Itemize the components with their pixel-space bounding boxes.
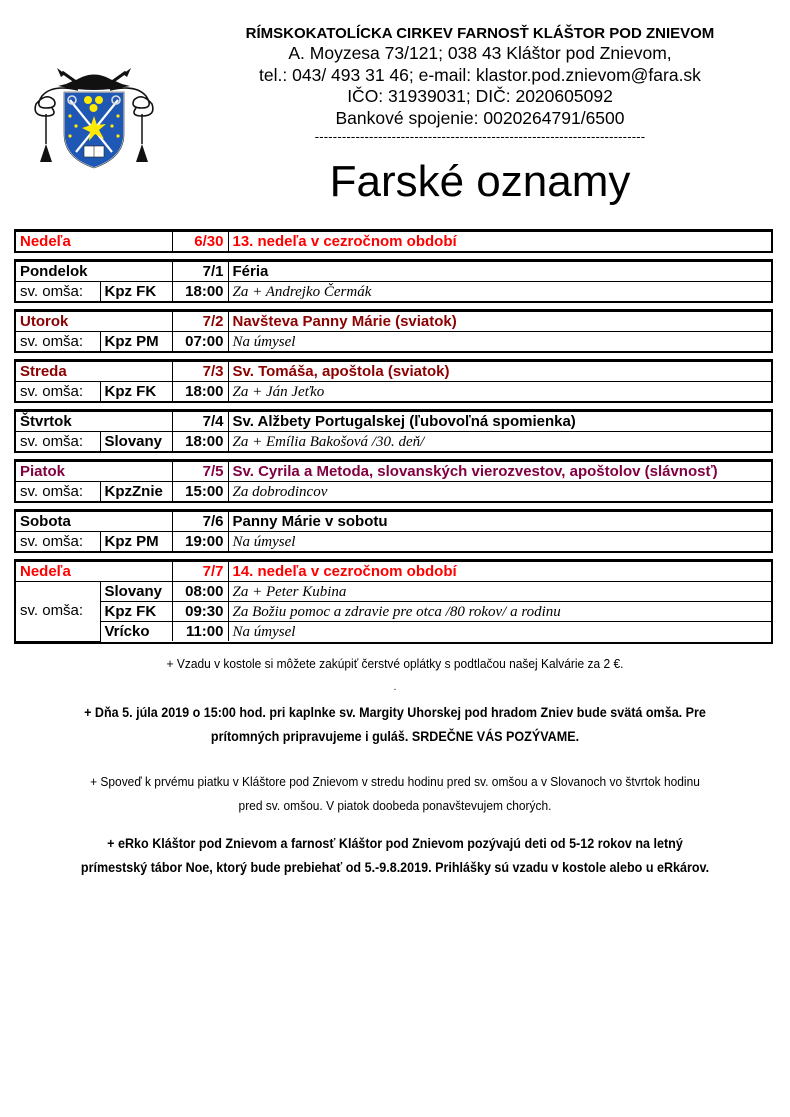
day-date: 6/30 [172, 232, 228, 252]
note-oplatky: + Vzadu v kostole si môžete zakúpiť čerstvé oplátky s podtlačou našej Kalvárie za 2 €. [166, 656, 624, 671]
address: A. Moyzesa 73/121; 038 43 Kláštor pod Znievom, [288, 43, 672, 63]
mass-place: Slovany [100, 432, 172, 452]
day-date: 7/2 [172, 312, 228, 332]
mass-time: 15:00 [172, 482, 228, 502]
mass-label: sv. omša: [16, 432, 100, 452]
note-line: prímestský tábor Noe, ktorý bude prebiehať od 5.-9.8.2019. Prihlášky sú vzadu v kostole alebo u eRkárov. [80, 860, 710, 875]
liturgical-day: Sv. Alžbety Portugalskej (ľubovoľná spomienka) [228, 412, 771, 432]
mass-row [16, 482, 771, 502]
note-mass-chapel [37, 701, 753, 749]
mass-time: 09:30 [172, 602, 228, 622]
day-block [14, 459, 773, 503]
mass-label: sv. omša: [16, 332, 100, 352]
day-header-row [16, 562, 771, 582]
mass-intention: Za + Ján Jeťko [228, 382, 771, 402]
mass-intention: Za Božiu pomoc a zdravie pre otca /80 rokov/ a rodinu [228, 602, 771, 622]
day-table [16, 411, 771, 451]
day-block [14, 259, 773, 303]
day-block [14, 359, 773, 403]
mass-row [16, 332, 771, 352]
mass-label: sv. omša: [16, 382, 100, 402]
day-date: 7/1 [172, 262, 228, 282]
day-table [16, 561, 771, 642]
liturgical-day: Sv. Cyrila a Metoda, slovanských vierozvestov, apoštolov (slávnosť) [228, 462, 771, 482]
mass-time: 07:00 [172, 332, 228, 352]
day-name: Štvrtok [16, 412, 172, 432]
mass-intention: Na úmysel [228, 532, 771, 552]
mass-time: 18:00 [172, 382, 228, 402]
mass-label: sv. omša: [16, 582, 100, 642]
mass-label: sv. omša: [16, 282, 100, 302]
day-name: Piatok [16, 462, 172, 482]
mass-row [16, 622, 771, 642]
day-name: Sobota [16, 512, 172, 532]
day-name: Nedeľa [16, 232, 172, 252]
day-header-row [16, 312, 771, 332]
mass-time: 19:00 [172, 532, 228, 552]
liturgical-day: Panny Márie v sobotu [228, 512, 771, 532]
mass-place: Slovany [100, 582, 172, 602]
day-table [16, 361, 771, 401]
liturgical-day: 14. nedeľa v cezročnom období [228, 562, 771, 582]
org-name: RÍMSKOKATOLÍCKA CIRKEV FARNOSŤ KLÁŠTOR POD ZNIEVOM [245, 25, 715, 42]
mass-place: KpzZnie [100, 482, 172, 502]
note-line: prítomných pripravujeme i guláš. SRDEČNE VÁS POZÝVAME. [210, 729, 580, 744]
divider: ------------------------------------------------------------------------- [314, 129, 646, 144]
note-erko-camp [37, 832, 753, 880]
day-header-row [16, 362, 771, 382]
day-date: 7/5 [172, 462, 228, 482]
day-table [16, 231, 771, 251]
liturgical-day: 13. nedeľa v cezročnom období [228, 232, 771, 252]
mass-place: Kpz FK [100, 282, 172, 302]
day-date: 7/7 [172, 562, 228, 582]
day-name: Streda [16, 362, 172, 382]
mass-intention: Za + Andrejko Čermák [228, 282, 771, 302]
day-block [14, 559, 773, 644]
day-name: Pondelok [16, 262, 172, 282]
note-line: + eRko Kláštor pod Znievom a farnosť Kláštor pod Znievom pozývajú deti od 5-12 rokov na letný [107, 836, 683, 851]
day-table [16, 311, 771, 351]
day-header-row [16, 412, 771, 432]
note-dot: . [393, 682, 397, 693]
mass-intention: Za dobrodincov [228, 482, 771, 502]
liturgical-day: Sv. Tomáša, apoštola (sviatok) [228, 362, 771, 382]
note-line: + Dňa 5. júla 2019 o 15:00 hod. pri kaplnke sv. Margity Uhorskej pod hradom Zniev bude svätá omša. Pre [84, 705, 706, 720]
note-line: pred sv. omšou. V piatok doobeda ponavštevujem chorých. [238, 798, 552, 813]
mass-time: 18:00 [172, 432, 228, 452]
mass-place: Kpz PM [100, 532, 172, 552]
day-header-row [16, 512, 771, 532]
day-block [14, 229, 773, 253]
day-block [14, 309, 773, 353]
mass-time: 11:00 [172, 622, 228, 642]
note-confession [41, 770, 749, 818]
liturgical-day: Navšteva Panny Márie (sviatok) [228, 312, 771, 332]
mass-row [16, 382, 771, 402]
mass-intention: Na úmysel [228, 332, 771, 352]
mass-intention: Za + Peter Kubina [228, 582, 771, 602]
mass-time: 18:00 [172, 282, 228, 302]
day-header-row [16, 462, 771, 482]
parish-header [200, 24, 760, 144]
day-table [16, 511, 771, 551]
day-table [16, 461, 771, 501]
mass-label: sv. omša: [16, 482, 100, 502]
day-header-row [16, 262, 771, 282]
day-date: 7/6 [172, 512, 228, 532]
day-name: Utorok [16, 312, 172, 332]
mass-row [16, 282, 771, 302]
mass-intention: Za + Emília Bakošová /30. deň/ [228, 432, 771, 452]
day-block [14, 509, 773, 553]
mass-time: 08:00 [172, 582, 228, 602]
liturgical-day: Féria [228, 262, 771, 282]
mass-place: Kpz FK [100, 382, 172, 402]
mass-row [16, 602, 771, 622]
day-name: Nedeľa [16, 562, 172, 582]
day-date: 7/4 [172, 412, 228, 432]
mass-place: Vrícko [100, 622, 172, 642]
coat-of-arms-icon [32, 64, 156, 170]
mass-place: Kpz FK [100, 602, 172, 622]
mass-row [16, 582, 771, 602]
bank: Bankové spojenie: 0020264791/6500 [335, 107, 625, 128]
day-header-row [16, 232, 771, 252]
day-date: 7/3 [172, 362, 228, 382]
mass-label: sv. omša: [16, 532, 100, 552]
page-title: Farské oznamy [329, 157, 631, 206]
day-table [16, 261, 771, 301]
contact: tel.: 043/ 493 31 46; e-mail: klastor.pod.znievom@fara.sk [259, 64, 701, 85]
ids: IČO: 31939031; DIČ: 2020605092 [347, 86, 613, 106]
mass-row [16, 432, 771, 452]
note-line: + Spoveď k prvému piatku v Kláštore pod Znievom v stredu hodinu pred sv. omšou a v Slovanoch vo štvrtok hodinu [90, 774, 700, 789]
mass-place: Kpz PM [100, 332, 172, 352]
mass-intention: Na úmysel [228, 622, 771, 642]
mass-row [16, 532, 771, 552]
day-block [14, 409, 773, 453]
